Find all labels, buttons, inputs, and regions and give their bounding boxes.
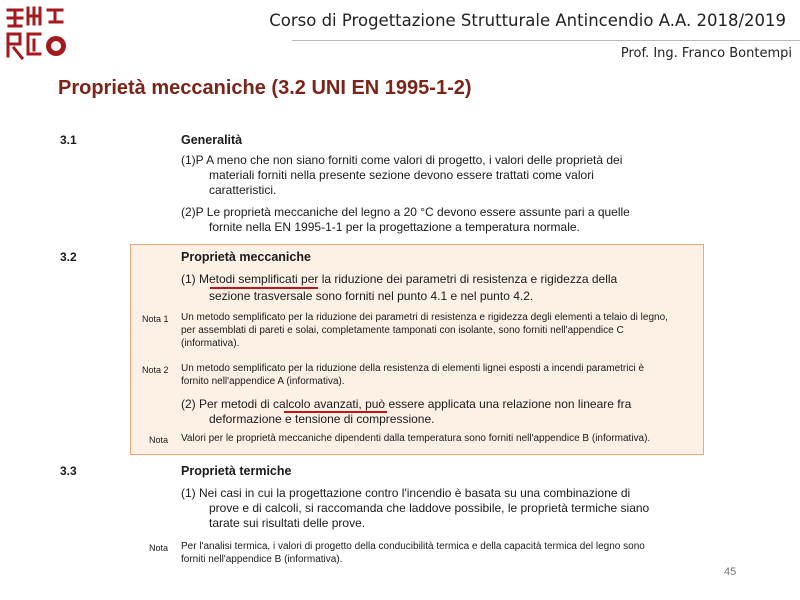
s31-p1-line1: (1)P A meno che non siano forniti come valori di progetto, i valori delle proprietà dei [181, 153, 623, 167]
page-number: 45 [724, 566, 737, 578]
nota2-line2: fornito nell'appendice A (informativa). [181, 376, 345, 387]
nota1-line1: Un metodo semplificato per la riduzione dei parametri di resistenza e rigidezza degli elementi a telaio di legno, [181, 312, 668, 323]
section-heading-3-2: Proprietà meccaniche [181, 250, 311, 264]
nota3-label: Nota [149, 435, 169, 445]
section-number-3-3: 3.3 [60, 464, 77, 478]
author-name: Prof. Ing. Franco Bontempi [620, 46, 792, 61]
university-seal-icon [4, 4, 70, 64]
s32-p1-line1: (1) Metodi semplificati per la riduzione dei parametri di resistenza e rigidezza della [181, 272, 618, 286]
course-title: Corso di Progettazione Strutturale Antincendio A.A. 2018/2019 [269, 11, 786, 30]
nota1-line2: per assemblati di pareti e solai, completamente tamponati con isolante, sono forniti nell'appendice C [181, 325, 624, 336]
section-heading-3-1: Generalità [181, 133, 243, 147]
section-heading-3-3: Proprietà termiche [181, 464, 292, 478]
section-number-3-1: 3.1 [60, 133, 77, 147]
header-divider [292, 40, 800, 41]
nota2-line1: Un metodo semplificato per la riduzione della resistenza di elementi lignei esposti a incendi parametrici è [181, 363, 645, 374]
s31-p1-line3: caratteristici. [209, 183, 277, 197]
s33-nota-label: Nota [149, 543, 169, 553]
s33-nota-line2: forniti nell'appendice B (informativa). [181, 554, 343, 565]
s32-p1-line2: sezione trasversale sono forniti nel punto 4.1 e nel punto 4.2. [209, 289, 534, 303]
s31-p1-line2: materiali forniti nella presente sezione devono essere trattati come valori [209, 168, 594, 182]
s33-p1-line1: (1) Nei casi in cui la progettazione contro l'incendio è basata su una combinazione di [181, 486, 631, 500]
nota1-line3: (informativa). [181, 338, 240, 349]
s33-p1-line2: prove e di calcoli, si raccomanda che laddove possibile, le proprietà termiche siano [209, 501, 650, 515]
s32-p2-line1: (2) Per metodi di calcolo avanzati, può essere applicata una relazione non lineare fra [181, 397, 632, 411]
section-number-3-2: 3.2 [60, 250, 77, 264]
nota3-line1: Valori per le proprietà meccaniche dipendenti dalla temperatura sono forniti nell'appendice B (informativa). [181, 433, 651, 444]
nota2-label: Nota 2 [142, 365, 169, 375]
s33-p1-line3: tarate sui risultati delle prove. [209, 516, 366, 530]
s32-p2-line2: deformazione e tensione di compressione. [209, 412, 435, 426]
slide-title: Proprietà meccaniche (3.2 UNI EN 1995-1-2) [58, 77, 472, 99]
s33-nota-line1: Per l'analisi termica, i valori di progetto della conducibilità termica e della capacità termica del legno sono [181, 541, 645, 552]
s31-p2-line1: (2)P Le proprietà meccaniche del legno a 20 °C devono essere assunte pari a quelle [181, 205, 630, 219]
s31-p2-line2: fornite nella EN 1995-1-1 per la progettazione a temperatura normale. [209, 220, 580, 234]
nota1-label: Nota 1 [142, 314, 169, 324]
